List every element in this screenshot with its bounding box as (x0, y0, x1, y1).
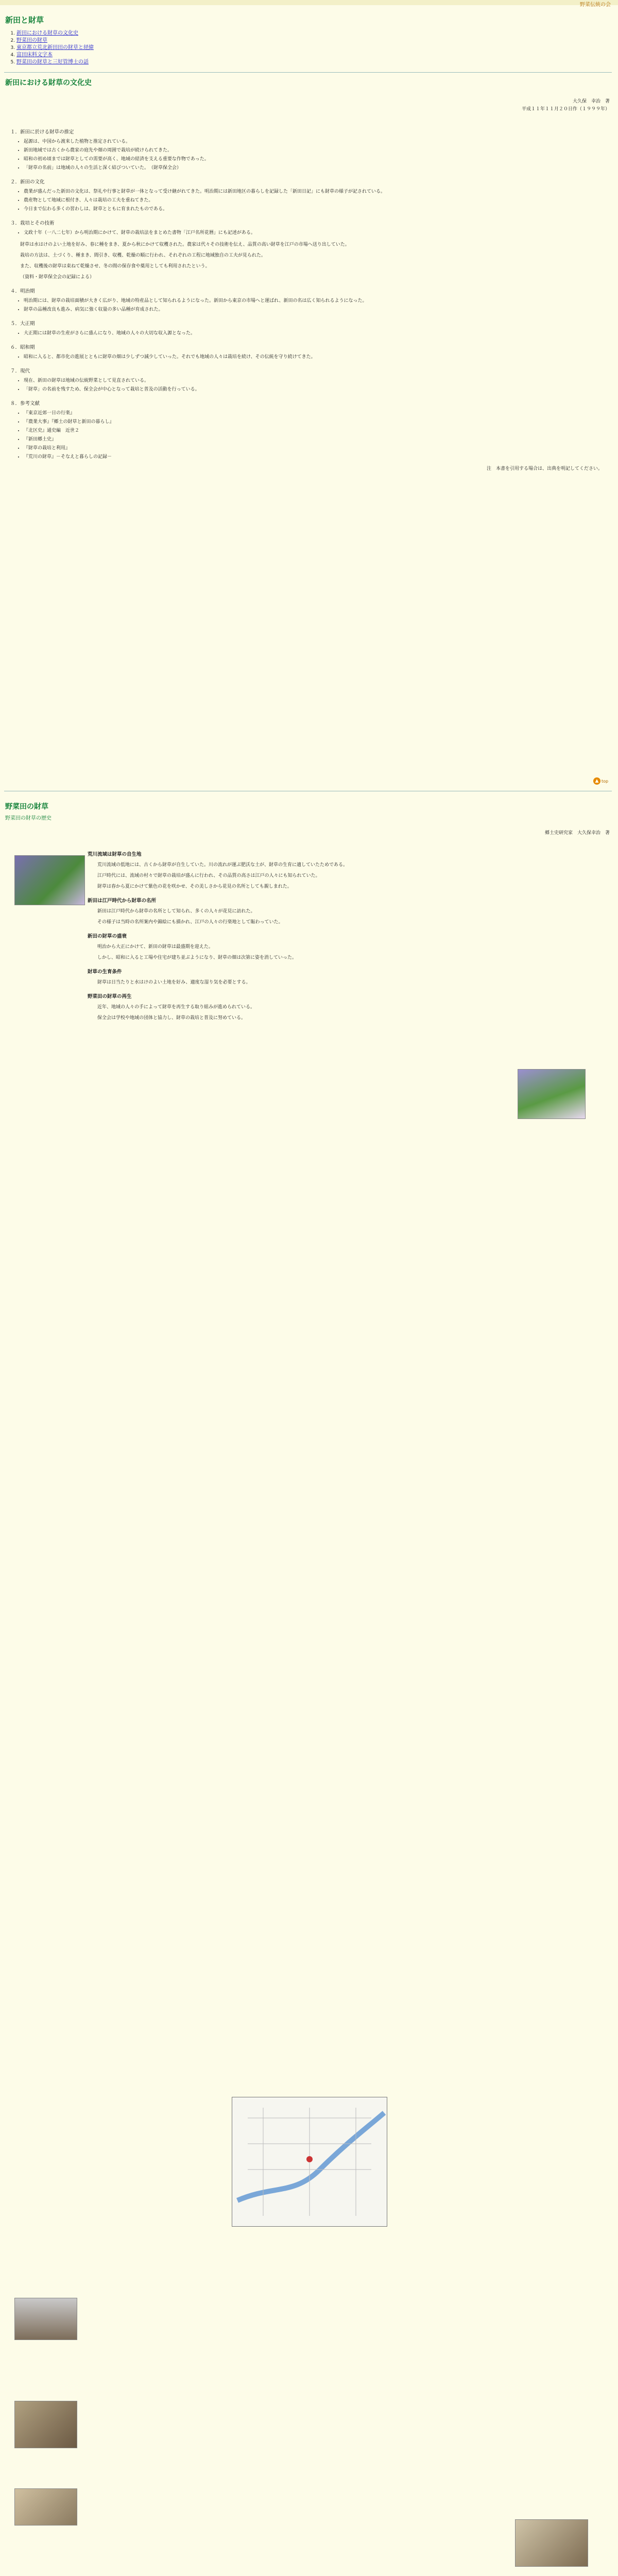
section-heading: 新田は江戸時代から財草の名所 (88, 898, 157, 904)
paragraph: 新田は江戸時代から財草の名所として知られ、多くの人々が花見に訪れた。 (97, 909, 255, 914)
toc-link[interactable]: 新田における財草の文化史 (16, 30, 78, 36)
bullet-item: • 『新田郷土史』 (24, 435, 603, 444)
paragraph: 明治から大正にかけて、新田の財草は最盛期を迎えた。 (97, 944, 213, 950)
essay1-title-wrap (5, 77, 92, 88)
bullet-list (15, 188, 603, 214)
photo-document (515, 2519, 588, 2567)
bullet-item: • 今日まで伝わる多くの習わしは、財草とともに育まれたものである。 (24, 205, 603, 214)
bullet-list (15, 329, 603, 338)
essay2-body (88, 845, 603, 1025)
paragraph: （資料・財草保全会の記録による） (20, 275, 95, 280)
section-heading: 野菜田の財草の再生 (88, 994, 132, 999)
bullet-item: • 『東京近郊一日の行楽』 (24, 409, 603, 418)
essay1-author-block (522, 98, 610, 113)
page-title-wrap (5, 14, 44, 25)
bullet-item: • 農業が盛んだった新田の文化は、祭礼や行事と財草が一体となって受け継がれてきた。明治期には新田地区の暮らしを記録した「新田日記」にも財草の様子が記されている。 (24, 188, 603, 196)
divider (4, 72, 612, 73)
bullet-list (15, 409, 603, 462)
essay2-author-block (545, 829, 610, 837)
section-heading: ８．参考文献 (10, 401, 40, 406)
essay2-title-wrap (5, 801, 52, 821)
pagetop-label: top (602, 778, 609, 784)
bullet-item: • 『北区史』通史編 近世２ (24, 427, 603, 435)
bullet-list (15, 353, 603, 362)
paragraph: 保全会は学校や地域の団体と協力し、財草の栽培と普及に努めている。 (97, 1015, 246, 1021)
section-heading: ５．大正期 (10, 321, 35, 327)
section-heading: 荒川流域は財草の自生地 (88, 852, 142, 857)
essay1-author: 大久保 幸治 著 (572, 99, 610, 104)
section-heading: ６．昭和期 (10, 345, 35, 350)
bullet-item: • 『財草の栽培と利用』 (24, 444, 603, 453)
toc-link[interactable]: 東京都立荒北新田田の財草と経緯 (16, 45, 94, 50)
paragraph: 近年、地域の人々の手によって財草を再生する取り組みが進められている。 (97, 1005, 255, 1010)
toc-item[interactable] (16, 37, 94, 44)
photo-herb (14, 2488, 77, 2526)
bullet-item: • 新田地域では古くから農家の庭先や畑の周囲で栽培が続けられてきた。 (24, 146, 603, 155)
pagetop-button[interactable] (593, 777, 612, 785)
bullet-list (15, 377, 603, 394)
photo-tools (14, 2298, 77, 2340)
bullet-item: • 昭和の初め頃までは財草としての需要が高く、地域の経済を支える重要な作物であった。 (24, 155, 603, 164)
paragraph: 江戸時代には、流域の村々で財草の栽培が盛んに行われ、その品質の高さは江戸の人々にも知られていた。 (97, 873, 320, 878)
bullet-item: • 明治期には、財草の栽培面積が大きく広がり、地域の特産品として知られるようになった。新田から東京の市場へと運ばれ、新田の名は広く知られるようになった。 (24, 297, 603, 306)
essay2-title: 野菜田の財草 (5, 803, 48, 811)
toc-link[interactable]: 野菜田の財草と三好管博士の話 (16, 59, 89, 65)
toc-item[interactable] (16, 52, 94, 59)
bullet-item: • 起源は、中国から渡来した植物と推定されている。 (24, 138, 603, 146)
bullet-list (15, 297, 603, 314)
top-band (0, 0, 618, 5)
section-heading: １．新田に於ける財草の推定 (10, 129, 74, 135)
area-map-svg (232, 2097, 387, 2226)
essay1-body (10, 123, 603, 476)
photo-flowers (14, 855, 85, 905)
bullet-item: • 現在、新田の財草は地域の伝統野菜として見直されている。 (24, 377, 603, 385)
essay2-subtitle: 野菜田の財草の歴史 (5, 816, 52, 821)
paragraph: その様子は当時の名所案内や錦絵にも描かれ、江戸の人々の行楽地として賑わっていた。 (97, 920, 283, 925)
photo-field (518, 1069, 586, 1119)
bullet-item: • 昭和に入ると、都市化の進展とともに財草の畑は少しずつ減少していった。それでも地域の人々は栽培を続け、その伝統を守り続けてきた。 (24, 353, 603, 362)
bullet-list (15, 229, 603, 238)
bullet-item: • 「財草」の名前を残すため、保全会が中心となって栽培と普及の活動を行っている。 (24, 385, 603, 394)
photo-roots (14, 2401, 77, 2448)
paragraph: 財草は日当たりと水はけのよい土地を好み、適度な湿り気を必要とする。 (97, 980, 251, 985)
essay1-date: 平成１１年１１月２０日作（１９９９年） (521, 107, 610, 112)
toc-link[interactable]: 野菜田の財草 (16, 38, 47, 43)
page-title: 新田と財草 (5, 15, 44, 25)
toc-item[interactable] (16, 59, 94, 66)
table-of-contents (7, 30, 94, 66)
section-heading: 新田の財草の盛衰 (88, 934, 127, 939)
bullet-item: • 「財草の名前」は地域の人々の生活と深く結びついていた。 （財草保全会） (24, 164, 603, 173)
toc-item[interactable] (16, 44, 94, 52)
essay2-author: 郷土史研究家 大久保幸治 著 (544, 831, 610, 836)
paragraph: 荒川流域の低地には、古くから財草が自生していた。川の流れが運ぶ肥沃な土が、財草の生育に適していたためである。 (97, 862, 348, 868)
bullet-item: • 農産物として地域に根付き、人々は栽培の工夫を重ねてきた。 (24, 196, 603, 205)
section-heading: ２．新田の文化 (10, 179, 45, 185)
note: 注 本書を引用する場合は、出典を明記してください。 (486, 466, 603, 471)
section-heading: 財草の生育条件 (88, 969, 122, 975)
paragraph: しかし、昭和に入ると工場や住宅が建ち並ぶようになり、財草の畑は次第に姿を消していった。 (97, 955, 297, 960)
bullet-list (15, 138, 603, 173)
essay1-title: 新田における財草の文化史 (5, 79, 92, 87)
toc-link[interactable]: 富田床料文字本 (16, 52, 53, 58)
site-title[interactable]: 野菜伝統の会 (580, 2, 611, 8)
section-heading: ７．現代 (10, 368, 30, 374)
toc-item[interactable] (16, 30, 94, 37)
bullet-item: • 文政十年（一八二七年）から明治期にかけて、財草の栽培法をまとめた書物「江戸名所花暦」にも記述がある。 (24, 229, 603, 238)
bullet-item: • 大正期には財草の生産がさらに盛んになり、地域の人々の大切な収入源となった。 (24, 329, 603, 338)
bullet-item: • 『農業大事』『郷土の財草と新田の暮らし』 (24, 418, 603, 427)
section-heading: ４．明治期 (10, 289, 35, 294)
paragraph: 栽培の方法は、土づくり、種まき、間引き、収穫、乾燥の順に行われ、それぞれの工程に地域独自の工夫が見られた。 (20, 253, 266, 258)
paragraph: また、収穫後の財草は束ねて乾燥させ、冬の間の保存食や薬用としても利用されたという。 (20, 264, 210, 269)
paragraph: 財草は水はけのよい土地を好み、春に種をまき、夏から秋にかけて収穫された。農家は代々その技術を伝え、品質の高い財草を江戸の市場へ送り出していた。 (20, 242, 350, 247)
arrow-up-icon: ▲ (593, 777, 600, 785)
paragraph: 財草は春から夏にかけて紫色の花を咲かせ、その美しさから花見の名所としても親しまれた。 (97, 884, 292, 889)
section-heading: ３．栽培とその技術 (10, 221, 55, 226)
bullet-item: • 財草の品種改良も進み、病気に強く収量の多い品種が育成された。 (24, 306, 603, 314)
bullet-item: • 『荒川の財草』－そなえと暮らしの記録－ (24, 453, 603, 462)
area-map (232, 2097, 387, 2227)
